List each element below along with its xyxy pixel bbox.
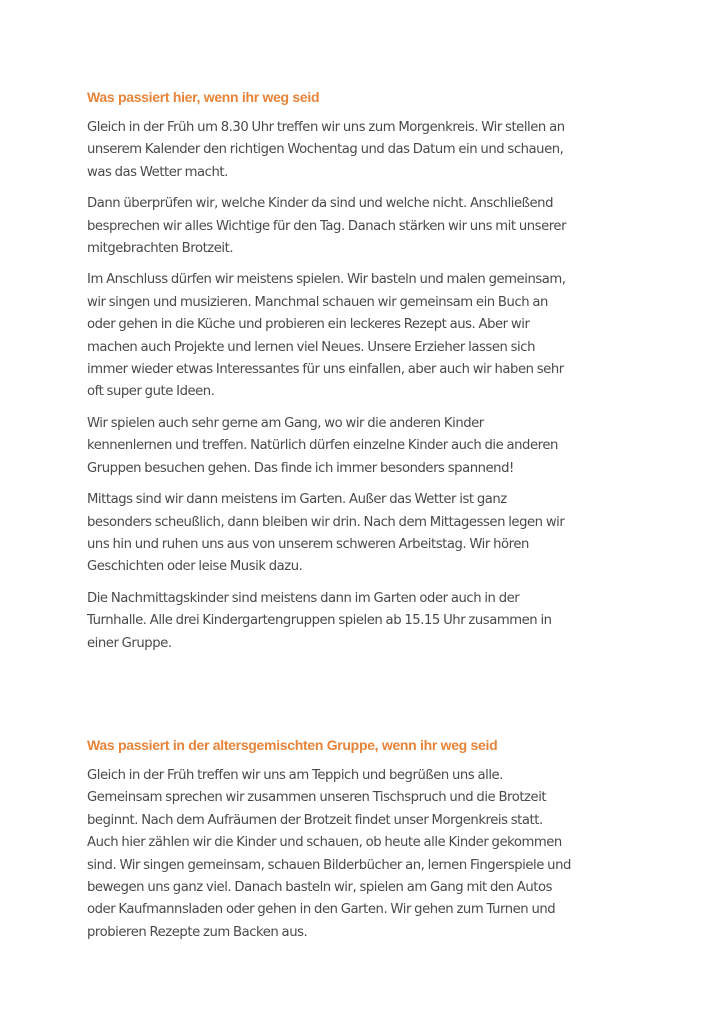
text-line: bewegen uns ganz viel. Danach basteln wir, spielen am Gang mit den Autos [87, 880, 552, 896]
text-line: beginnt. Nach dem Aufräumen der Brotzeit findet unser Morgenkreis statt. [87, 812, 543, 828]
paragraph-afternoon [87, 588, 647, 655]
text-line: besprechen wir alles Wichtige für den Tag. Danach stärken wir uns mit unserer [87, 218, 567, 234]
text-line: sind. Wir singen gemeinsam, schauen Bilderbücher an, lernen Fingerspiele und [87, 857, 571, 873]
text-line: was das Wetter macht. [87, 164, 228, 180]
text-line: machen auch Projekte und lernen viel Neues. Unsere Erzieher lassen sich [87, 339, 535, 355]
paragraph-hallway [87, 413, 647, 480]
paragraph-morning-circle [87, 117, 647, 184]
text-line: unserem Kalender den richtigen Wochentag und das Datum ein und schauen, [87, 142, 564, 158]
text-line: oder Kaufmannsladen oder gehen in den Garten. Wir gehen zum Turnen und [87, 902, 556, 918]
text-line: oder gehen in die Küche und probieren ein leckeres Rezept aus. Aber wir [87, 317, 530, 333]
text-line: oft super gute Ideen. [87, 384, 215, 400]
text-line: Mittags sind wir dann meistens im Garten. Außer das Wetter ist ganz [87, 492, 507, 508]
text-line: Gemeinsam sprechen wir zusammen unseren Tischspruch und die Brotzeit [87, 790, 547, 806]
text-line: besonders scheußlich, dann bleiben wir drin. Nach dem Mittagessen legen wir [87, 514, 565, 530]
section-mixed-age-group [87, 735, 647, 953]
text-line: Gleich in der Früh treffen wir uns am Teppich und begrüßen uns alle. [87, 768, 503, 783]
text-line: Auch hier zählen wir die Kinder und schauen, ob heute alle Kinder gekommen [87, 835, 562, 851]
text-line: uns hin und ruhen uns aus von unserem schweren Arbeitstag. Wir hören [87, 536, 529, 552]
section-daily-routine [87, 87, 647, 664]
paragraph-activities [87, 269, 647, 403]
text-line: probieren Rezepte zum Backen aus. [87, 924, 308, 940]
text-line: mitgebrachten Brotzeit. [87, 241, 234, 257]
text-line: Geschichten oder leise Musik dazu. [87, 559, 303, 575]
text-line: immer wieder etwas Interessantes für uns einfallen, aber auch wir haben sehr [87, 362, 564, 378]
text-line: Dann überprüfen wir, welche Kinder da sind und welche nicht. Anschließend [87, 196, 554, 212]
text-line: Gruppen besuchen gehen. Das finde ich immer besonders spannend! [87, 460, 514, 476]
paragraph-midday [87, 489, 647, 579]
text-line: wir singen und musizieren. Manchmal schauen wir gemeinsam ein Buch an [87, 294, 548, 310]
section-heading: Was passiert hier, wenn ihr weg seid [87, 89, 320, 105]
text-line: Wir spielen auch sehr gerne am Gang, wo wir die anderen Kinder [87, 415, 484, 431]
text-line: Turnhalle. Alle drei Kindergartengruppen spielen ab 15.15 Uhr zusammen in [87, 613, 552, 629]
section-heading: Was passiert in der altersgemischten Gruppe, wenn ihr weg seid [87, 737, 498, 753]
text-line: Gleich in der Früh um 8.30 Uhr treffen wir uns zum Morgenkreis. Wir stellen an [87, 120, 565, 135]
text-line: Die Nachmittagskinder sind meistens dann im Garten oder auch in der [87, 590, 520, 606]
paragraph-mixed-group-routine [87, 765, 647, 944]
text-line: einer Gruppe. [87, 635, 172, 651]
text-line: Im Anschluss dürfen wir meistens spielen. Wir basteln und malen gemeinsam, [87, 272, 566, 288]
text-line: kennenlernen und treffen. Natürlich dürfen einzelne Kinder auch die anderen [87, 438, 558, 454]
paragraph-attendance [87, 193, 647, 260]
